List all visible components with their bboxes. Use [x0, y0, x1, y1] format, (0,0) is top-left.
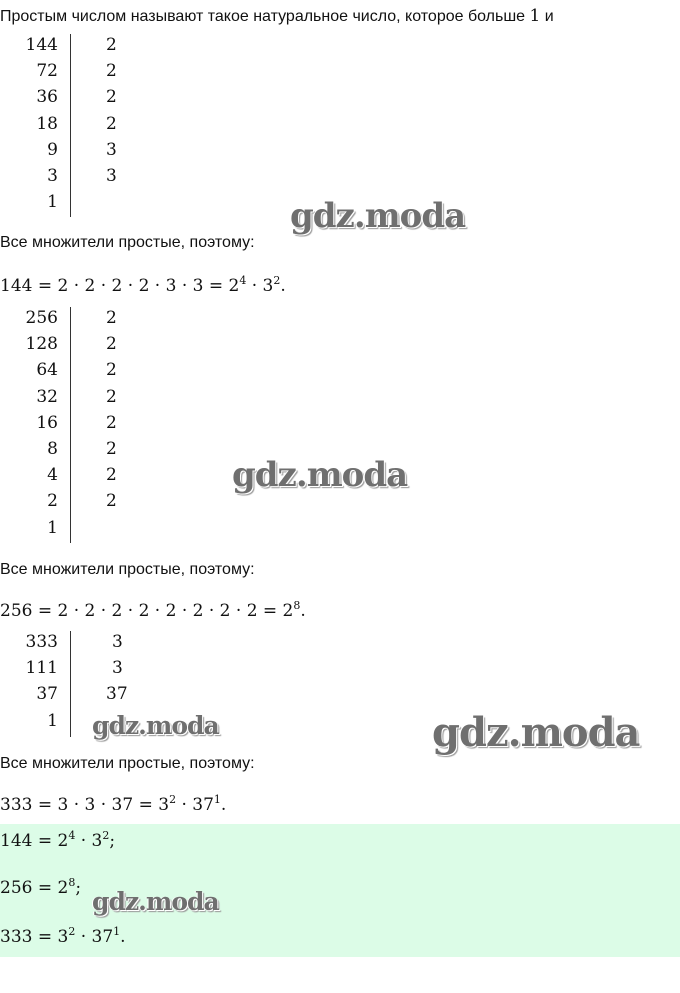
- table-row: 1: [47, 710, 58, 731]
- table-row: 32 2: [36, 386, 117, 407]
- caption-text: Все множители простые, поэтому:: [0, 234, 255, 251]
- watermark-logo: gdz.moda: [92, 711, 219, 740]
- answer-line-333: $333 = 3^2 \cdot 37^1$.: [0, 925, 126, 947]
- factor-table-144: [0, 32, 140, 215]
- table-row: 3 3: [47, 165, 117, 186]
- table-row: 37 37: [36, 684, 128, 705]
- caption-text: Все множители простые, поэтому:: [0, 755, 255, 772]
- intro-text: Простым числом называют такое натуральное число, которое больше 1 и: [0, 6, 554, 26]
- table-row: 2 2: [47, 491, 117, 512]
- table-row: 16 2: [36, 412, 117, 433]
- caption-text: Все множители простые, поэтому:: [0, 561, 255, 578]
- table-row: 1: [47, 192, 58, 213]
- formula-144: $144 = 2 \cdot 2 \cdot 2 \cdot 2 \cdot 3 \cdot 3 = 2^4 \cdot 3^2$.: [0, 274, 286, 296]
- table-row: 333 3: [25, 632, 123, 652]
- table-row: 36 2: [36, 87, 117, 108]
- table-row: 144 2: [25, 35, 117, 55]
- table-row: 18 2: [36, 113, 117, 134]
- table-row: 128 2: [25, 334, 117, 355]
- watermark-logo: gdz.moda: [432, 709, 640, 756]
- table-row: 9 3: [47, 139, 117, 160]
- formula-256: $256 = 2 \cdot 2 \cdot 2 \cdot 2 \cdot 2 \cdot 2 \cdot 2 \cdot 2 = 2^8$.: [0, 599, 306, 621]
- table-row: 1: [47, 517, 58, 538]
- answer-line-144: $144 = 2^4 \cdot 3^2$;: [0, 829, 116, 851]
- table-row: 4 2: [47, 465, 117, 486]
- formula-333: $333 = 3 \cdot 3 \cdot 37 = 3^2 \cdot 37^1$.: [0, 793, 227, 815]
- table-row: 64 2: [36, 360, 117, 381]
- factor-table-256: [0, 305, 140, 541]
- watermark-logo: gdz.moda: [232, 455, 408, 495]
- table-row: 8 2: [47, 438, 117, 459]
- answer-line-256: $256 = 2^8$;: [0, 876, 82, 898]
- table-row: 72 2: [36, 61, 117, 82]
- table-row: 111 3: [25, 658, 123, 679]
- table-row: 256 2: [25, 308, 117, 328]
- watermark-logo: gdz.moda: [92, 887, 219, 916]
- watermark-logo: gdz.moda: [290, 196, 466, 236]
